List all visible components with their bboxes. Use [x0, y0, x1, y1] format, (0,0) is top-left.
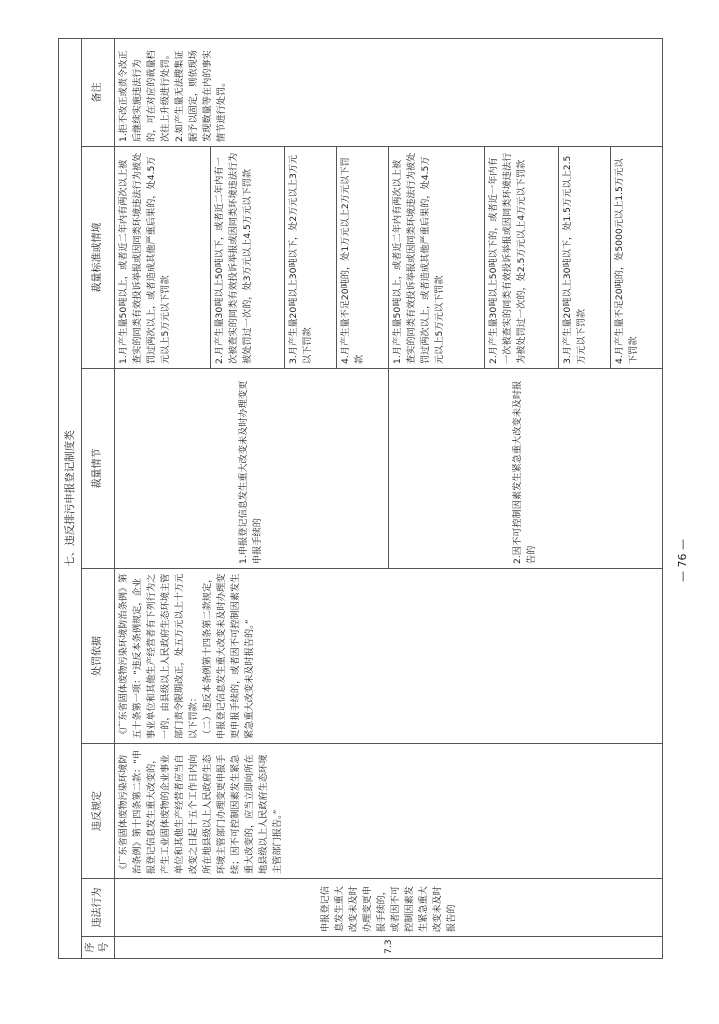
table-title: 七、违反排污申报登记制度类 [59, 38, 82, 958]
standard-1-4: 4.月产生量不足20吨的，处1万元以上2万元以下罚款 [337, 147, 389, 369]
page-number: — 76 — [676, 539, 689, 582]
row-seq: 7.3 [115, 937, 663, 959]
header-standard: 裁量标准或情境 [82, 147, 115, 369]
standard-2-4: 4.月产生量不足20吨的，处5000元以上1.5万元以下罚款 [610, 147, 662, 369]
standard-1-1: 1.月产生量50吨以上，或者近二年内有两次以上被查实的同类有效投诉举报或因同类环境违法行为被处罚过两次以上，或者造成其他严重后果的，处4.5万元以上5万元以下罚款 [115, 147, 211, 369]
row-remark: 1.拒不改正或责令改正后继续实施违法行为的，可在对应的裁量档次往上升级进行处罚。 2.如产生量无法搜集证据予以固定，则依现场发现数量等在内的事实情节进行处罚。 [115, 38, 663, 146]
row-provision: 《广东省固体废物污染环境防治条例》第十四条第二款：“申报登记信息发生重大改变的，产生工业固体废物的企业事业单位和其他生产经营者应当自改变之日起十五个工作日内向所在地县级以上人民政府生态环境主管部门办理变更申报手续；因不可控制因素发生紧急重大改变的，应当立即向所在地县级以上人民政府生态环境主管部门报告。” [115, 744, 663, 879]
circumstance-2: 2.因不可控制因素发生紧急重大改变未及时报告的 [388, 369, 662, 569]
standard-1-3: 3.月产生量20吨以上30吨以下，处2万元以上3万元以下罚款 [285, 147, 337, 369]
circumstance-1: 1.申报登记信息发生重大改变未及时办理变更申报手续的 [115, 369, 389, 569]
standard-2-2: 2.月产生量30吨以上50吨以下的，或者近一年内有一次被查实的同类有效投诉举报或因同类环境违法行为被处罚过一次的，处2.5万元以上4万元以下罚款 [485, 147, 559, 369]
row-basis: 《广东省固体废物污染环境防治条例》第五十条第一项：“违反本条例规定，企业事业单位和其他生产经营者有下列行为之一的，由县级以上人民政府生态环境主管部门责令限期改正，处五万元以上十万元以下罚款： （二）违反本条例第十四条第二款规定，申报登记信息发生重大改变未及时办理变更申报手续的，或者因不可控制因素发生紧急重大改变未及时报告的。” [115, 569, 663, 744]
penalty-table [58, 38, 663, 959]
header-behavior: 违法行为 [82, 879, 115, 937]
standard-2-1: 1.月产生量50吨以上，或者近二年内有两次以上被查实的同类有效投诉举报或因同类环境违法行为被处罚过两次以上，或者造成其他严重后果的，处4.5万元以上5万元以下罚款 [388, 147, 484, 369]
header-seq: 序号 [82, 937, 115, 959]
header-remark: 备注 [82, 38, 115, 146]
header-provision: 违反规定 [82, 744, 115, 879]
header-basis: 处罚依据 [82, 569, 115, 744]
standard-1-2: 2.月产生量30吨以上50吨以下，或者近二年内有一次被查实的同类有效投诉举报或因同类环境违法行为被处罚过一次的，处3万元以上4.5万元以下罚款 [211, 147, 285, 369]
row-behavior: 申报登记信息发生重大改变未及时办理变更申报手续的，或者因不可控制因素发生紧急重大改变未及时报告的 [115, 879, 663, 937]
header-circumstance: 裁量情节 [82, 369, 115, 569]
standard-2-3: 3.月产生量20吨以上30吨以下，处1.5万元以上2.5万元以下罚款 [559, 147, 611, 369]
